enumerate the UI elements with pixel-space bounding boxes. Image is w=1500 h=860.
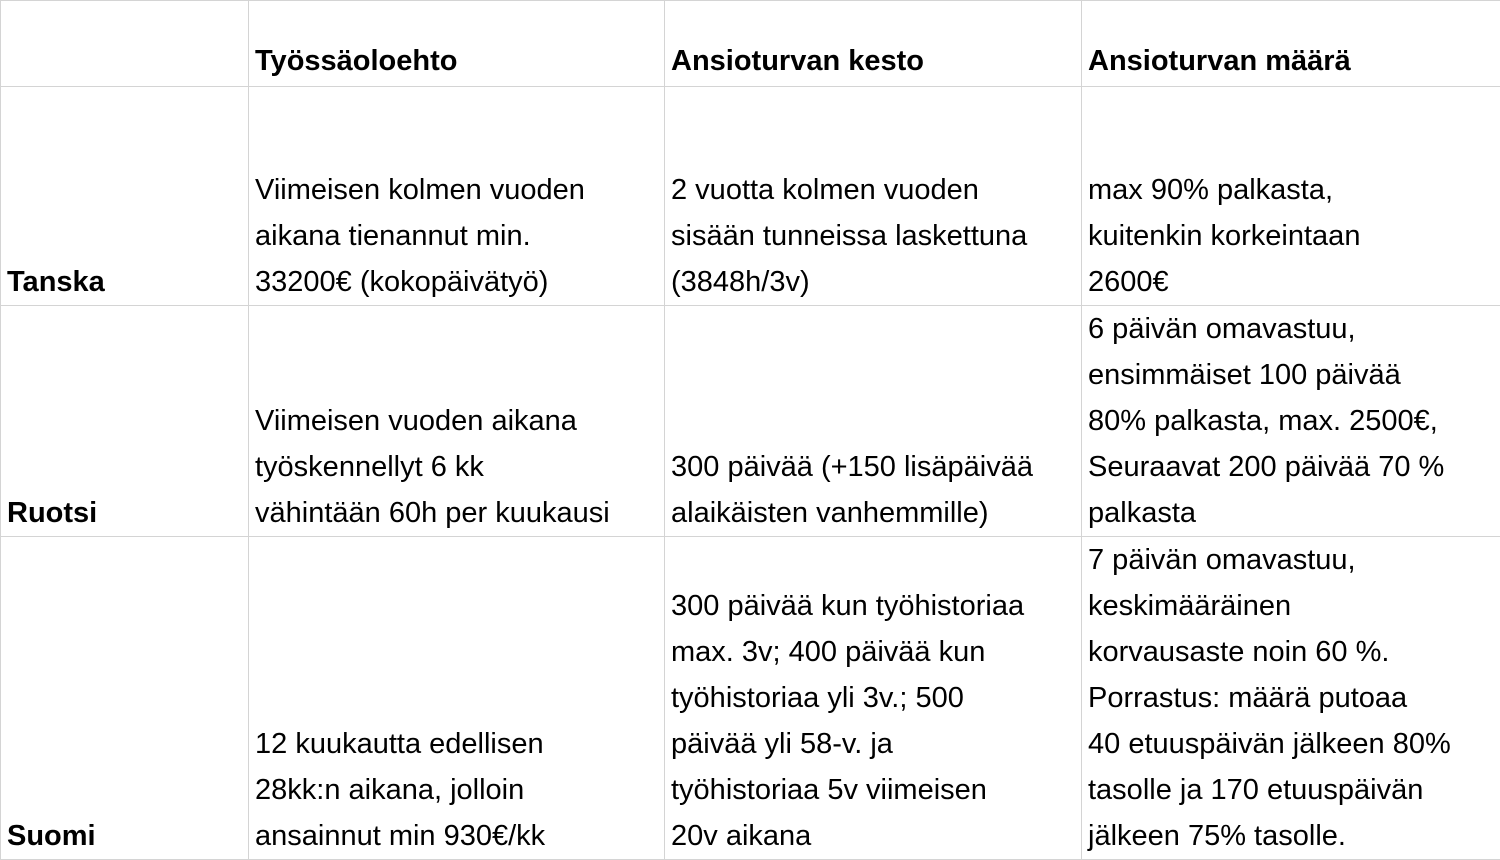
header-cell-empty xyxy=(1,1,249,87)
table-row xyxy=(1,306,1500,537)
country-cell: Suomi xyxy=(1,537,249,860)
header-cell-maara: Ansioturvan määrä xyxy=(1082,1,1500,87)
tyossaoloehto-cell: 12 kuukautta edellisen 28kk:n aikana, jolloin ansainnut min 930€/kk xyxy=(249,537,665,860)
table-row xyxy=(1,537,1500,860)
maara-cell: 7 päivän omavastuu, keskimääräinen korvausaste noin 60 %. Porrastus: määrä putoaa 40 etuuspäivän jälkeen 80% tasolle ja 170 etuuspäivän jälkeen 75% tasolle. xyxy=(1082,537,1500,860)
header-row xyxy=(1,1,1500,87)
table-row xyxy=(1,87,1500,306)
kesto-cell: 2 vuotta kolmen vuoden sisään tunneissa laskettuna (3848h/3v) xyxy=(665,87,1082,306)
tyossaoloehto-cell: Viimeisen kolmen vuoden aikana tienannut min. 33200€ (kokopäivätyö) xyxy=(249,87,665,306)
kesto-cell: 300 päivää kun työhistoriaa max. 3v; 400 päivää kun työhistoriaa yli 3v.; 500 päivää yli 58-v. ja työhistoriaa 5v viimeisen 20v aikana xyxy=(665,537,1082,860)
header-cell-kesto: Ansioturvan kesto xyxy=(665,1,1082,87)
maara-cell: max 90% palkasta, kuitenkin korkeintaan 2600€ xyxy=(1082,87,1500,306)
maara-cell: 6 päivän omavastuu, ensimmäiset 100 päivää 80% palkasta, max. 2500€, Seuraavat 200 päivää 70 % palkasta xyxy=(1082,306,1500,537)
country-cell: Ruotsi xyxy=(1,306,249,537)
country-cell: Tanska xyxy=(1,87,249,306)
tyossaoloehto-cell: Viimeisen vuoden aikana työskennellyt 6 kk vähintään 60h per kuukausi xyxy=(249,306,665,537)
header-cell-tyossaoloehto: Työssäoloehto xyxy=(249,1,665,87)
kesto-cell: 300 päivää (+150 lisäpäivää alaikäisten vanhemmille) xyxy=(665,306,1082,537)
